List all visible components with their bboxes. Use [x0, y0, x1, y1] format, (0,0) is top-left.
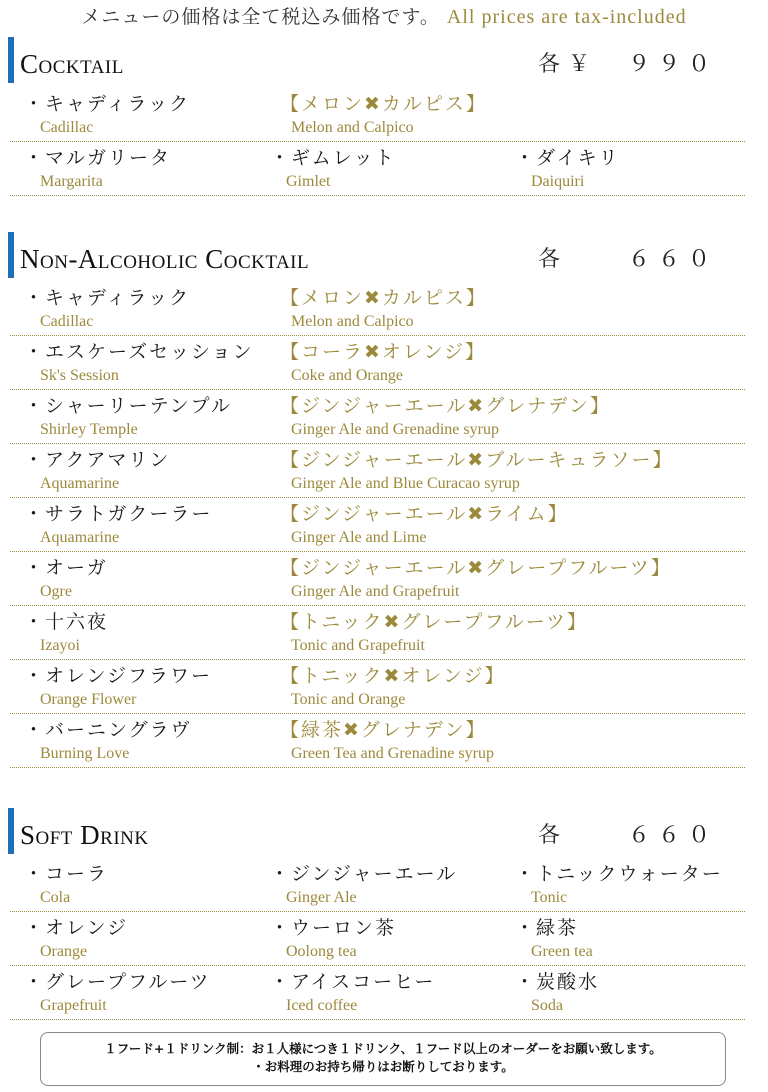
- section-nonalcoholic-header: [8, 232, 748, 278]
- item-name-en: Izayoi: [40, 637, 80, 654]
- item-name-jp: ・エスケーズセッション: [24, 341, 254, 363]
- item-name-en: Orange: [40, 943, 88, 960]
- menu-item: [515, 141, 620, 193]
- item-name-jp: ・キャディラック: [24, 287, 191, 309]
- footer-line-order-policy: １フード+１ドリンク制：お１人様につき１ドリンク、１フード以上のオーダーをお願い致します。: [104, 1041, 662, 1056]
- item-name-jp: ・十六夜: [24, 611, 109, 633]
- item-name-jp: ・バーニングラヴ: [24, 719, 192, 741]
- item-recipe: [280, 443, 673, 495]
- item-name-jp: ・シャーリーテンプル: [24, 395, 232, 417]
- recipe-en: Tonic and Grapefruit: [291, 637, 425, 654]
- menu-item: [515, 965, 599, 1017]
- item-name-jp: ・ダイキリ: [515, 147, 620, 169]
- recipe-en: Green Tea and Grenadine syrup: [291, 745, 494, 762]
- item-recipe: [280, 551, 672, 603]
- item-name-jp: ・サラトガクーラー: [24, 503, 213, 525]
- item-name-en: Margarita: [40, 173, 103, 190]
- recipe-jp: 【ジンジャーエール✖グレナデン】: [280, 395, 611, 417]
- menu-item: [24, 141, 171, 193]
- item-recipe: [280, 87, 487, 139]
- item-name-en: Grapefruit: [40, 997, 107, 1014]
- menu-item: [270, 857, 457, 909]
- item-name-en: Green tea: [531, 943, 593, 960]
- item-recipe: [280, 659, 505, 711]
- menu-row: [10, 911, 745, 966]
- recipe-en: Ginger Ale and Grenadine syrup: [291, 421, 499, 438]
- item-name-jp: ・アイスコーヒー: [270, 971, 436, 993]
- recipe-jp: 【メロン✖カルピス】: [280, 287, 487, 309]
- menu-item: [24, 965, 211, 1017]
- item-name-en: Cola: [40, 889, 71, 906]
- recipe-jp: 【トニック✖オレンジ】: [280, 665, 506, 687]
- item-name-jp: ・トニックウォーター: [515, 863, 723, 885]
- section-title-softdrink: Soft Drink: [20, 820, 149, 850]
- menu-row: [10, 87, 745, 142]
- item-name-jp: ・マルガリータ: [24, 147, 172, 169]
- section-price-softdrink: 各 ６６０: [537, 823, 718, 848]
- item-name-jp: ・アクアマリン: [24, 449, 171, 471]
- footer-notice: [40, 1032, 726, 1086]
- item-name-en: Ogre: [40, 583, 72, 600]
- menu-row: [10, 857, 745, 912]
- item-name-en: Daiquiri: [531, 173, 585, 190]
- item-name-jp: ・ジンジャーエール: [270, 863, 458, 885]
- item-name-en: Oolong tea: [286, 943, 357, 960]
- menu-item: [24, 335, 254, 387]
- item-name-jp: ・緑茶: [515, 917, 579, 939]
- item-name-jp: ・ギムレット: [270, 147, 396, 169]
- menu-item: [270, 911, 396, 963]
- recipe-jp: 【メロン✖カルピス】: [280, 93, 487, 115]
- recipe-en: Ginger Ale and Blue Curacao syrup: [291, 475, 520, 492]
- menu-row: [10, 605, 745, 660]
- menu-row: [10, 281, 745, 336]
- item-name-en: Aquamarine: [40, 475, 120, 492]
- section-price-nonalcoholic: 各 ６６０: [537, 247, 718, 272]
- menu-item: [515, 911, 593, 963]
- section-bar: [8, 37, 14, 83]
- item-name-en: Gimlet: [286, 173, 331, 190]
- menu-row: [10, 497, 745, 552]
- item-recipe: [280, 605, 588, 657]
- menu-item: [24, 659, 212, 711]
- item-name-jp: ・オーガ: [24, 557, 108, 579]
- recipe-en: Tonic and Orange: [291, 691, 406, 708]
- menu-item: [24, 911, 128, 963]
- recipe-jp: 【トニック✖グレープフルーツ】: [280, 611, 588, 633]
- item-name-jp: ・キャディラック: [24, 93, 191, 115]
- menu-item: [24, 497, 212, 549]
- menu-row: [10, 713, 745, 768]
- recipe-en: Melon and Calpico: [291, 119, 414, 136]
- recipe-jp: 【ジンジャーエール✖グレープフルーツ】: [280, 557, 672, 579]
- item-name-en: Burning Love: [40, 745, 130, 762]
- item-name-en: Shirley Temple: [40, 421, 138, 438]
- menu-row: [10, 389, 745, 444]
- recipe-en: Ginger Ale and Lime: [291, 529, 427, 546]
- tax-notice-en: All prices are tax-included: [446, 6, 687, 28]
- menu-row: [10, 443, 745, 498]
- item-name-en: Ginger Ale: [286, 889, 357, 906]
- item-name-en: Soda: [531, 997, 563, 1014]
- tax-notice: [0, 2, 768, 29]
- menu-row: [10, 335, 745, 390]
- footer-line-takeout-policy: ・お料理のお持ち帰りはお断りしております。: [252, 1059, 514, 1074]
- menu-row: [10, 141, 745, 196]
- menu-item: [270, 965, 435, 1017]
- recipe-en: Ginger Ale and Grapefruit: [291, 583, 460, 600]
- item-name-en: Cadillac: [40, 119, 94, 136]
- item-name-en: Aquamarine: [40, 529, 120, 546]
- item-name-en: Iced coffee: [286, 997, 358, 1014]
- menu-item: [24, 87, 190, 139]
- recipe-jp: 【コーラ✖オレンジ】: [280, 341, 486, 363]
- section-title-cocktail: Cocktail: [20, 49, 124, 79]
- menu-row: [10, 551, 745, 606]
- menu-item: [24, 551, 108, 603]
- menu-item: [24, 857, 108, 909]
- section-bar: [8, 808, 14, 854]
- menu-item: [24, 281, 190, 333]
- item-name-en: Tonic: [531, 889, 568, 906]
- item-recipe: [280, 281, 487, 333]
- item-name-jp: ・ウーロン茶: [270, 917, 397, 939]
- section-price-cocktail: 各￥ ９９０: [537, 52, 718, 77]
- section-cocktail-header: [8, 37, 748, 83]
- item-name-jp: ・オレンジ: [24, 917, 129, 939]
- menu-row: [10, 659, 745, 714]
- item-name-jp: ・コーラ: [24, 863, 109, 885]
- recipe-jp: 【ジンジャーエール✖ライム】: [280, 503, 569, 525]
- menu-item: [24, 605, 108, 657]
- tax-notice-jp: メニューの価格は全て税込み価格です。: [81, 6, 440, 28]
- item-name-en: Orange Flower: [40, 691, 137, 708]
- recipe-en: Melon and Calpico: [291, 313, 414, 330]
- item-recipe: [280, 335, 486, 387]
- item-recipe: [280, 497, 569, 549]
- item-name-en: Sk's Session: [40, 367, 119, 384]
- menu-item: [515, 857, 723, 909]
- item-recipe: [280, 713, 494, 765]
- menu-item: [24, 443, 170, 495]
- item-name-en: Cadillac: [40, 313, 94, 330]
- menu-item: [24, 713, 192, 765]
- section-title-nonalcoholic: Non-Alcoholic Cocktail: [20, 244, 310, 274]
- item-name-jp: ・オレンジフラワー: [24, 665, 213, 687]
- section-softdrink-header: [8, 808, 748, 854]
- item-name-jp: ・グレープフルーツ: [24, 971, 211, 993]
- menu-item: [270, 141, 396, 193]
- recipe-jp: 【ジンジャーエール✖ブルーキュラソー】: [280, 449, 674, 471]
- recipe-jp: 【緑茶✖グレナデン】: [280, 719, 487, 741]
- item-name-jp: ・炭酸水: [515, 971, 600, 993]
- menu-row: [10, 965, 745, 1020]
- item-recipe: [280, 389, 611, 441]
- menu-item: [24, 389, 232, 441]
- recipe-en: Coke and Orange: [291, 367, 403, 384]
- section-bar: [8, 232, 14, 278]
